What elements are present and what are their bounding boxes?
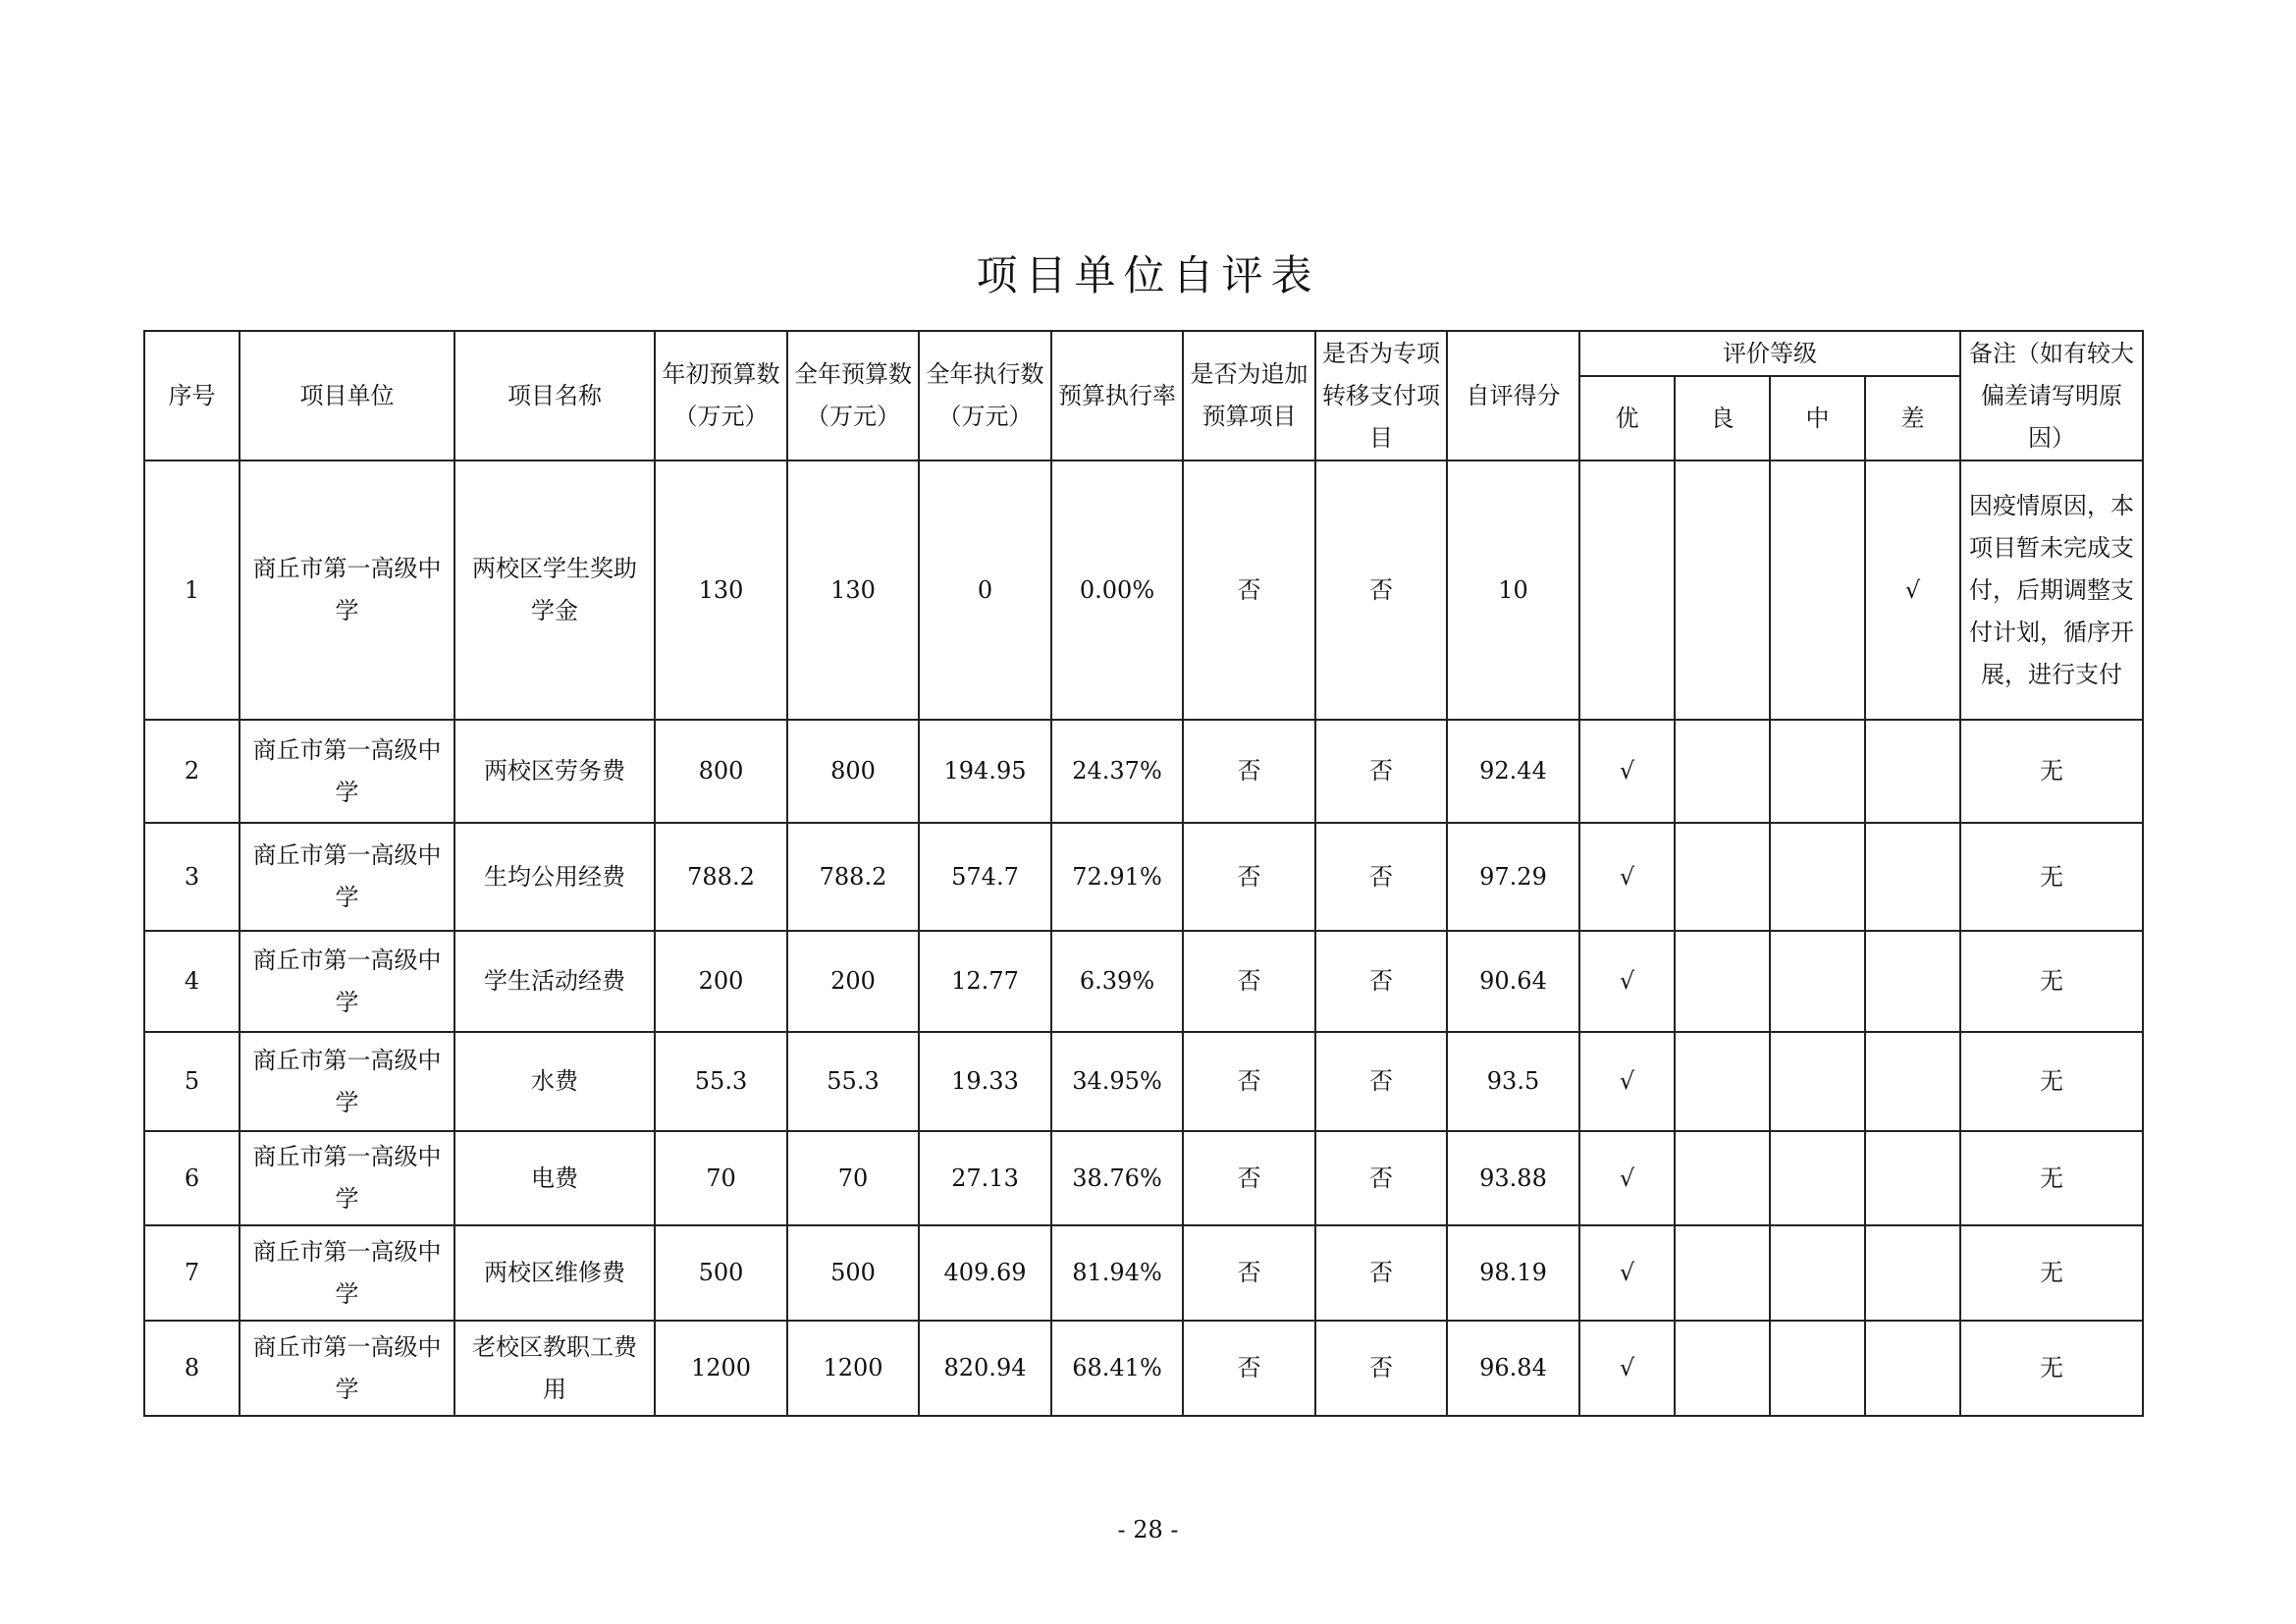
cell-seq: 7	[144, 1225, 240, 1321]
header-grade-good: 良	[1675, 376, 1770, 460]
cell-grade-medium	[1770, 460, 1865, 720]
cell-initial: 500	[655, 1225, 787, 1321]
cell-unit: 商丘市第一高级中学	[240, 1225, 454, 1321]
cell-grade-medium	[1770, 931, 1865, 1032]
cell-rate: 81.94%	[1051, 1225, 1183, 1321]
table-body	[144, 460, 2143, 1416]
cell-rate: 34.95%	[1051, 1032, 1183, 1131]
cell-grade-poor	[1865, 1321, 1960, 1416]
cell-seq: 6	[144, 1131, 240, 1225]
cell-score: 93.88	[1447, 1131, 1579, 1225]
cell-grade-excellent: √	[1579, 1032, 1675, 1131]
cell-seq: 4	[144, 931, 240, 1032]
cell-grade-excellent: √	[1579, 1131, 1675, 1225]
table-row	[144, 1131, 2143, 1225]
cell-score: 92.44	[1447, 720, 1579, 823]
cell-name: 学生活动经费	[454, 931, 655, 1032]
cell-grade-poor: √	[1865, 460, 1960, 720]
cell-seq: 8	[144, 1321, 240, 1416]
cell-remark: 无	[1960, 1225, 2143, 1321]
cell-transfer: 否	[1315, 1321, 1447, 1416]
table-row	[144, 1321, 2143, 1416]
cell-annual: 200	[787, 931, 919, 1032]
cell-name: 生均公用经费	[454, 823, 655, 931]
cell-transfer: 否	[1315, 1032, 1447, 1131]
header-self-score: 自评得分	[1447, 331, 1579, 460]
cell-unit: 商丘市第一高级中学	[240, 931, 454, 1032]
cell-grade-medium	[1770, 1131, 1865, 1225]
table-row	[144, 720, 2143, 823]
cell-rate: 0.00%	[1051, 460, 1183, 720]
cell-initial: 130	[655, 460, 787, 720]
cell-transfer: 否	[1315, 931, 1447, 1032]
cell-annual: 500	[787, 1225, 919, 1321]
cell-grade-medium	[1770, 823, 1865, 931]
cell-grade-good	[1675, 1131, 1770, 1225]
header-grade-poor: 差	[1865, 376, 1960, 460]
cell-transfer: 否	[1315, 823, 1447, 931]
cell-exec: 194.95	[919, 720, 1051, 823]
table-row	[144, 460, 2143, 720]
cell-score: 10	[1447, 460, 1579, 720]
header-annual-budget: 全年预算数（万元）	[787, 331, 919, 460]
cell-seq: 5	[144, 1032, 240, 1131]
cell-annual: 1200	[787, 1321, 919, 1416]
cell-grade-excellent	[1579, 460, 1675, 720]
cell-grade-medium	[1770, 1321, 1865, 1416]
cell-unit: 商丘市第一高级中学	[240, 460, 454, 720]
cell-name: 两校区维修费	[454, 1225, 655, 1321]
cell-score: 96.84	[1447, 1321, 1579, 1416]
cell-initial: 55.3	[655, 1032, 787, 1131]
cell-remark: 无	[1960, 1131, 2143, 1225]
cell-initial: 800	[655, 720, 787, 823]
header-annual-exec: 全年执行数（万元）	[919, 331, 1051, 460]
cell-name: 水费	[454, 1032, 655, 1131]
header-grade-group: 评价等级	[1579, 331, 1960, 376]
cell-transfer: 否	[1315, 1225, 1447, 1321]
cell-name: 老校区教职工费用	[454, 1321, 655, 1416]
cell-additional: 否	[1183, 931, 1315, 1032]
cell-unit: 商丘市第一高级中学	[240, 1032, 454, 1131]
cell-grade-excellent: √	[1579, 823, 1675, 931]
cell-grade-good	[1675, 1032, 1770, 1131]
cell-score: 90.64	[1447, 931, 1579, 1032]
cell-remark: 无	[1960, 823, 2143, 931]
cell-score: 97.29	[1447, 823, 1579, 931]
cell-initial: 1200	[655, 1321, 787, 1416]
cell-seq: 3	[144, 823, 240, 931]
cell-exec: 409.69	[919, 1225, 1051, 1321]
cell-exec: 27.13	[919, 1131, 1051, 1225]
cell-annual: 800	[787, 720, 919, 823]
header-remark: 备注（如有较大偏差请写明原因）	[1960, 331, 2143, 460]
cell-score: 93.5	[1447, 1032, 1579, 1131]
cell-grade-poor	[1865, 720, 1960, 823]
cell-grade-medium	[1770, 1032, 1865, 1131]
cell-remark: 因疫情原因，本项目暂未完成支付，后期调整支付计划，循序开展，进行支付	[1960, 460, 2143, 720]
header-is-special-transfer: 是否为专项转移支付项目	[1315, 331, 1447, 460]
table-row	[144, 1225, 2143, 1321]
cell-grade-medium	[1770, 720, 1865, 823]
header-unit: 项目单位	[240, 331, 454, 460]
cell-grade-excellent: √	[1579, 1321, 1675, 1416]
cell-name: 两校区学生奖助学金	[454, 460, 655, 720]
cell-rate: 38.76%	[1051, 1131, 1183, 1225]
cell-unit: 商丘市第一高级中学	[240, 1321, 454, 1416]
cell-grade-poor	[1865, 823, 1960, 931]
cell-grade-excellent: √	[1579, 720, 1675, 823]
cell-unit: 商丘市第一高级中学	[240, 1131, 454, 1225]
cell-transfer: 否	[1315, 460, 1447, 720]
cell-exec: 574.7	[919, 823, 1051, 931]
cell-grade-good	[1675, 460, 1770, 720]
cell-annual: 55.3	[787, 1032, 919, 1131]
header-is-additional: 是否为追加预算项目	[1183, 331, 1315, 460]
cell-unit: 商丘市第一高级中学	[240, 720, 454, 823]
cell-remark: 无	[1960, 931, 2143, 1032]
cell-rate: 72.91%	[1051, 823, 1183, 931]
header-grade-excellent: 优	[1579, 376, 1675, 460]
cell-additional: 否	[1183, 1225, 1315, 1321]
cell-name: 两校区劳务费	[454, 720, 655, 823]
cell-grade-excellent: √	[1579, 1225, 1675, 1321]
cell-initial: 200	[655, 931, 787, 1032]
cell-rate: 24.37%	[1051, 720, 1183, 823]
cell-grade-poor	[1865, 1032, 1960, 1131]
cell-exec: 12.77	[919, 931, 1051, 1032]
cell-annual: 70	[787, 1131, 919, 1225]
cell-annual: 788.2	[787, 823, 919, 931]
cell-score: 98.19	[1447, 1225, 1579, 1321]
cell-rate: 68.41%	[1051, 1321, 1183, 1416]
cell-name: 电费	[454, 1131, 655, 1225]
cell-exec: 820.94	[919, 1321, 1051, 1416]
cell-remark: 无	[1960, 1032, 2143, 1131]
cell-seq: 2	[144, 720, 240, 823]
cell-grade-good	[1675, 1321, 1770, 1416]
table-row	[144, 931, 2143, 1032]
cell-additional: 否	[1183, 1321, 1315, 1416]
cell-rate: 6.39%	[1051, 931, 1183, 1032]
cell-additional: 否	[1183, 1032, 1315, 1131]
cell-additional: 否	[1183, 720, 1315, 823]
header-exec-rate: 预算执行率	[1051, 331, 1183, 460]
cell-additional: 否	[1183, 460, 1315, 720]
cell-grade-poor	[1865, 1225, 1960, 1321]
cell-additional: 否	[1183, 1131, 1315, 1225]
header-seq: 序号	[144, 331, 240, 460]
cell-initial: 70	[655, 1131, 787, 1225]
cell-grade-good	[1675, 1225, 1770, 1321]
cell-additional: 否	[1183, 823, 1315, 931]
cell-remark: 无	[1960, 1321, 2143, 1416]
cell-grade-good	[1675, 823, 1770, 931]
cell-seq: 1	[144, 460, 240, 720]
cell-grade-medium	[1770, 1225, 1865, 1321]
cell-initial: 788.2	[655, 823, 787, 931]
page-number: - 28 -	[1117, 1516, 1179, 1543]
cell-exec: 19.33	[919, 1032, 1051, 1131]
header-name: 项目名称	[454, 331, 655, 460]
cell-remark: 无	[1960, 720, 2143, 823]
cell-grade-poor	[1865, 931, 1960, 1032]
cell-grade-poor	[1865, 1131, 1960, 1225]
cell-transfer: 否	[1315, 1131, 1447, 1225]
cell-unit: 商丘市第一高级中学	[240, 823, 454, 931]
cell-grade-good	[1675, 720, 1770, 823]
cell-grade-excellent: √	[1579, 931, 1675, 1032]
cell-transfer: 否	[1315, 720, 1447, 823]
table-row	[144, 823, 2143, 931]
cell-annual: 130	[787, 460, 919, 720]
cell-grade-good	[1675, 931, 1770, 1032]
self-evaluation-table	[143, 330, 2144, 1417]
table-row	[144, 1032, 2143, 1131]
page-title: 项目单位自评表	[976, 251, 1320, 299]
header-grade-medium: 中	[1770, 376, 1865, 460]
header-initial-budget: 年初预算数（万元）	[655, 331, 787, 460]
cell-exec: 0	[919, 460, 1051, 720]
